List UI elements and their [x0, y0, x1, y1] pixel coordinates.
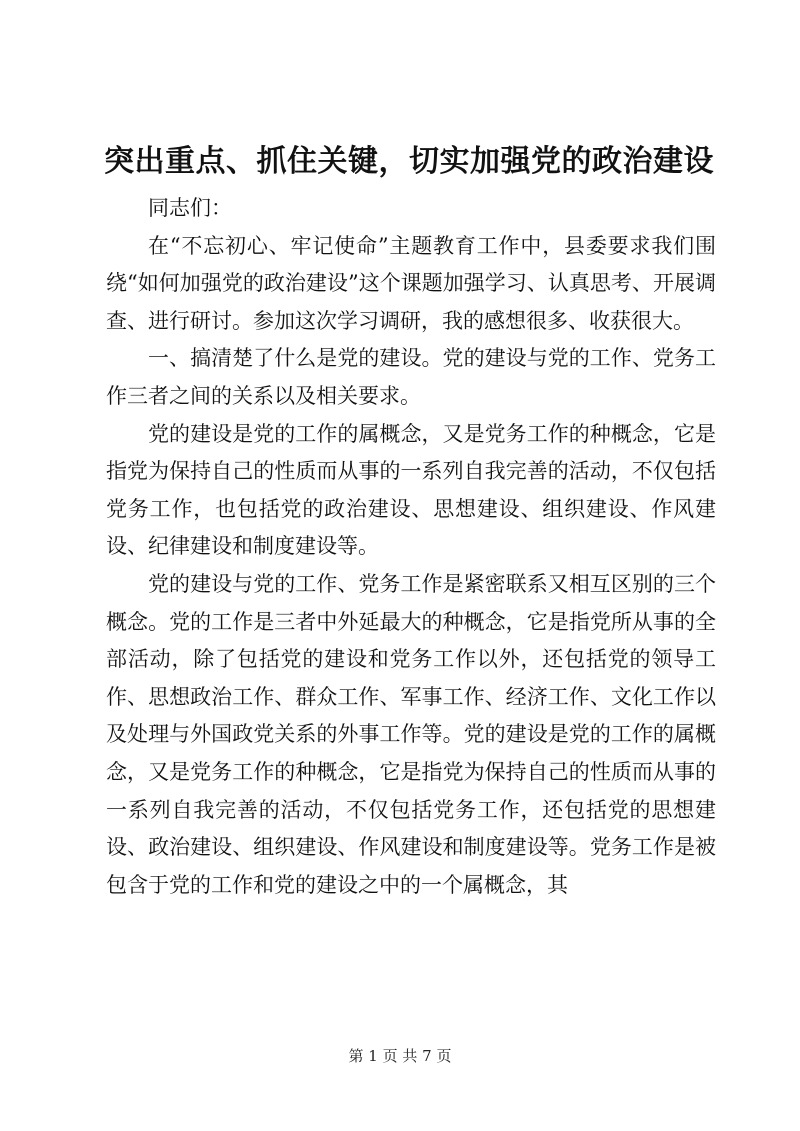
document-body: [106, 190, 716, 904]
document-title: 突出重点、抓住关键，切实加强党的政治建设: [104, 144, 714, 179]
salutation-paragraph: 同志们：: [148, 196, 232, 220]
intro-paragraph: 在“不忘初心、牢记使命”主题教育工作中，县委要求我们围绕“如何加强党的政治建设”这个课题加强学习、认真思考、开展调查、进行研讨。参加这次学习调研，我的感想很多、收获很大。: [106, 233, 716, 333]
section-one-heading-paragraph: 一、搞清楚了什么是党的建设。党的建设与党的工作、党务工作三者之间的关系以及相关要求。: [106, 346, 716, 408]
page-number-footer: 第 1 页 共 7 页: [348, 1047, 452, 1065]
relationship-paragraph: 党的建设与党的工作、党务工作是紧密联系又相互区别的三个概念。党的工作是三者中外延最大的种概念，它是指党所从事的全部活动，除了包括党的建设和党务工作以外，还包括党的领导工作、思想政治工作、群众工作、军事工作、经济工作、文化工作以及处理与外国政党关系的外事工作等。党的建设是党的工作的属概念，又是党务工作的种概念，它是指党为保持自己的性质而从事的一系列自我完善的活动，不仅包括党务工作，还包括党的思想建设、政治建设、组织建设、作风建设和制度建设等。党务工作是被包含于党的工作和党的建设之中的一个属概念，其: [106, 571, 716, 897]
definition-paragraph: 党的建设是党的工作的属概念，又是党务工作的种概念，它是指党为保持自己的性质而从事的一系列自我完善的活动，不仅包括党务工作，也包括党的政治建设、思想建设、组织建设、作风建设、纪律建设和制度建设等。: [106, 421, 716, 559]
